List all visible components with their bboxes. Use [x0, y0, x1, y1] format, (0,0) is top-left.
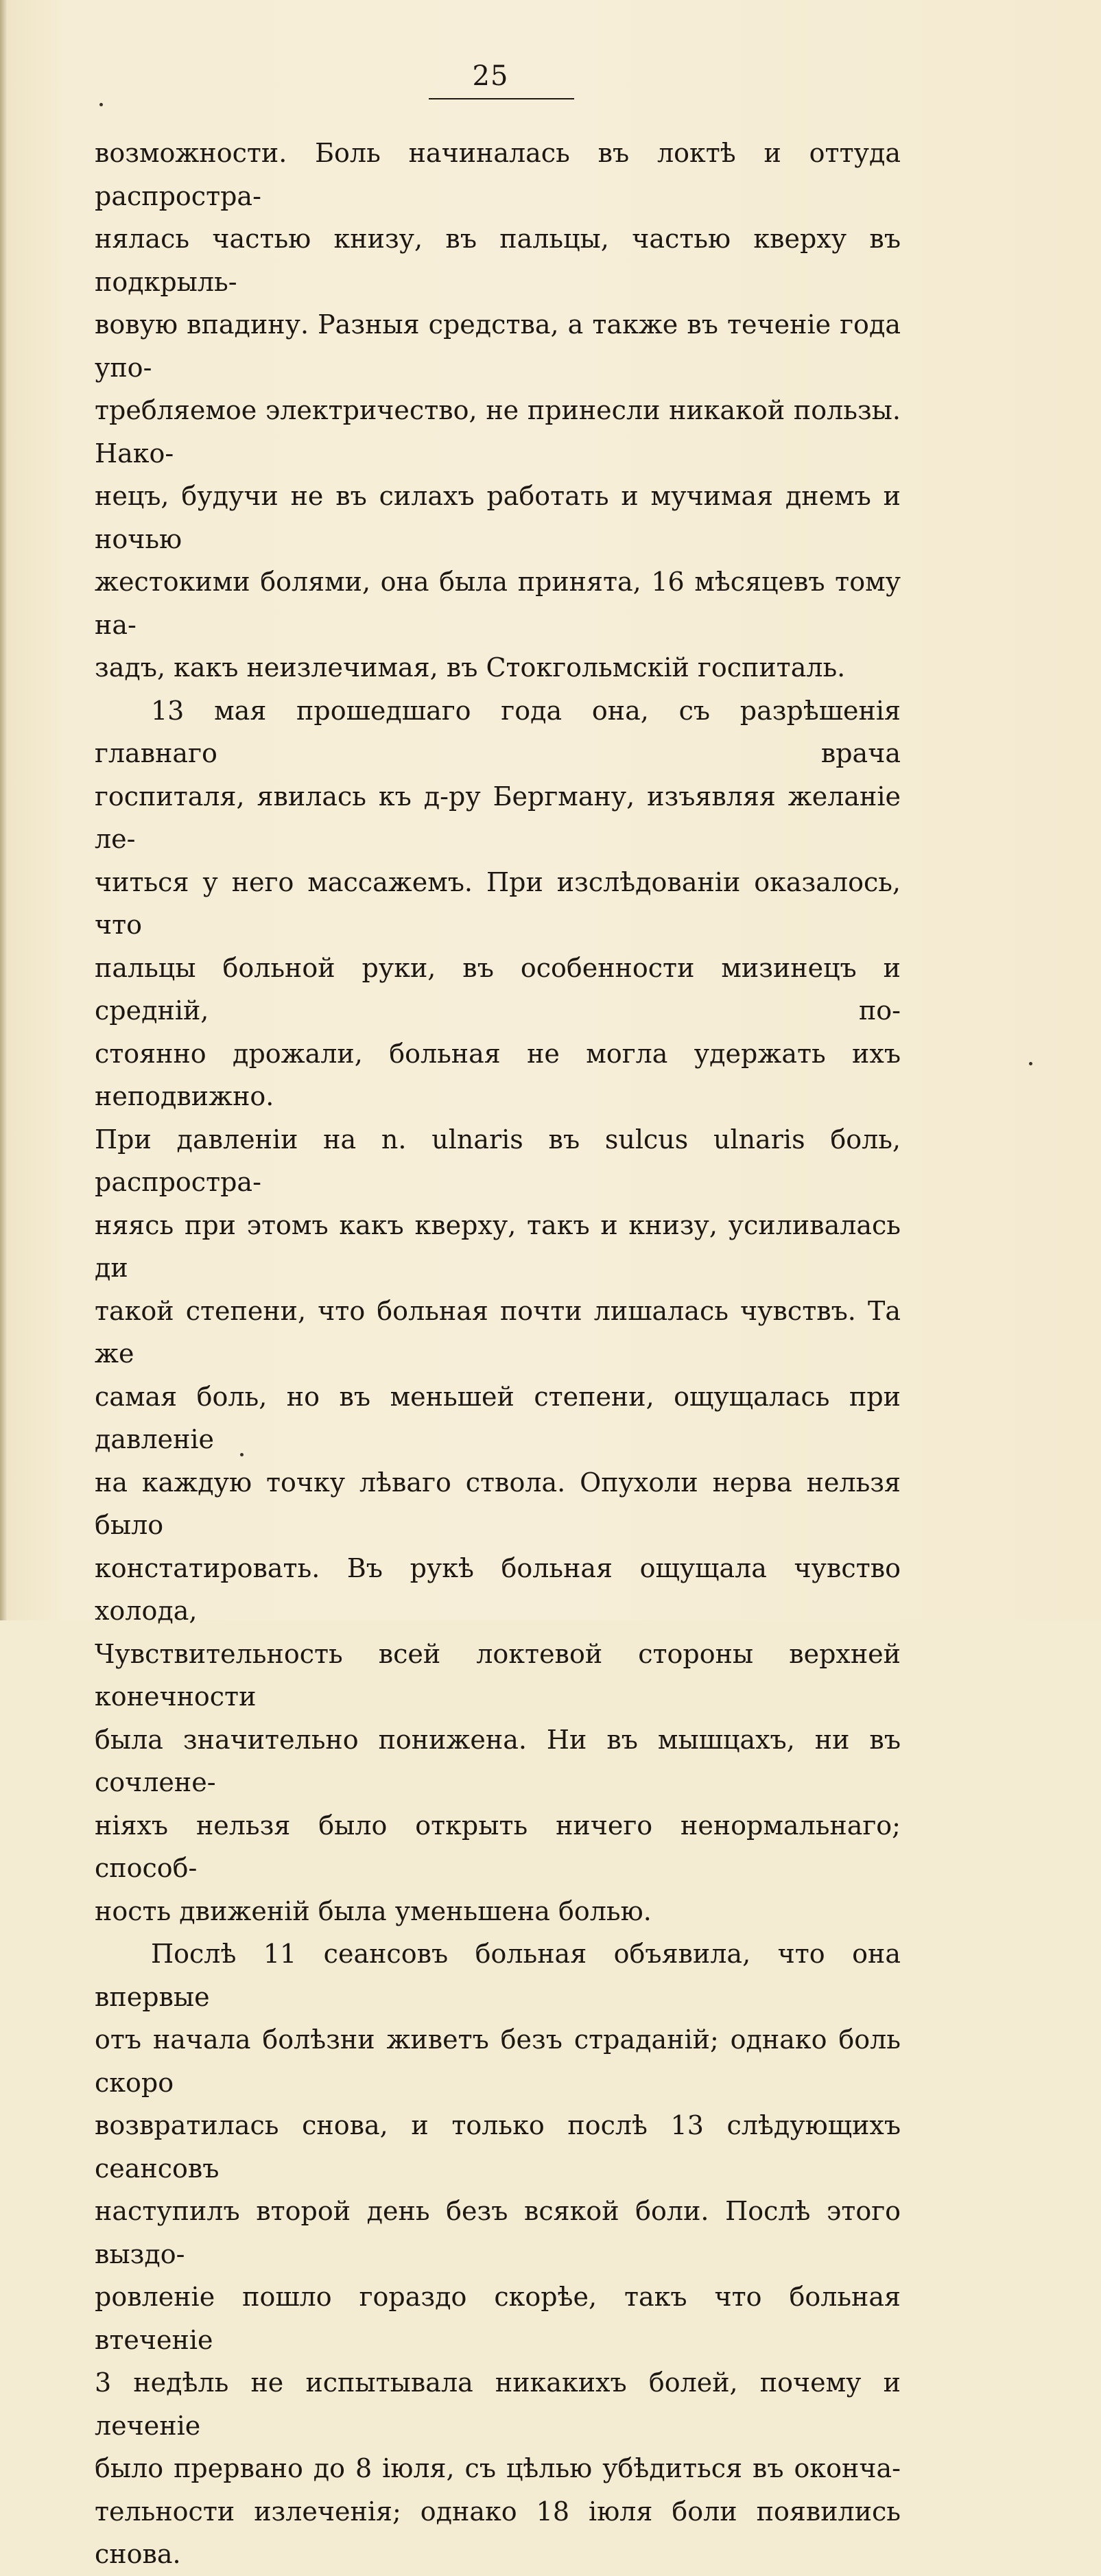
text-line: нялась частью книзу, въ пальцы, частью кверху въ подкрыль-: [95, 224, 901, 297]
text-line: няясь при этомъ какъ кверху, такъ и книзу, усиливалась ди: [95, 1209, 901, 1283]
text-line: возможности. Боль начиналась въ локтѣ и оттуда распростра-: [95, 138, 901, 211]
text-line: возвратилась снова, и только послѣ 13 слѣдующихъ сеансовъ: [95, 2110, 901, 2184]
page-number: 25: [472, 60, 509, 92]
text-line: было прервано до 8 іюля, съ цѣлью убѣдиться въ оконча-: [95, 2453, 901, 2483]
text-line: читься у него массажемъ. При изслѣдованіи оказалось, что: [95, 866, 901, 940]
text-line: госпиталя, явилась къ д-ру Бергману, изъявляя желаніе ле-: [95, 781, 901, 854]
text-line: отъ начала болѣзни живетъ безъ страданій; однако боль скоро: [95, 2024, 901, 2098]
ink-speck: [240, 1453, 244, 1456]
text-line: задъ, какъ неизлечимая, въ Стокгольмскій госпиталь.: [95, 652, 846, 683]
paragraph-3: [95, 1933, 901, 2576]
page-number-rule: [429, 98, 574, 99]
text-line: вовую впадину. Разныя средства, а также въ теченіе года упо-: [95, 309, 901, 383]
text-line: была значительно понижена. Ни въ мышцахъ, ни въ сочлене-: [95, 1724, 901, 1797]
page-binding-edge: [0, 0, 7, 1620]
ink-speck: [1029, 1062, 1032, 1065]
text-line: жестокими болями, она была принята, 16 мѣсяцевъ тому на-: [95, 567, 901, 640]
text-line: на каждую точку лѣваго ствола. Опухоли нерва нельзя было: [95, 1467, 901, 1540]
paragraph-1: [95, 132, 901, 689]
text-line: Послѣ 11 сеансовъ больная объявила, что она впервые: [95, 1939, 901, 2012]
text-line: ность движеній была уменьшена болью.: [95, 1895, 652, 1926]
text-line: 3 недѣль не испытывала никакихъ болей, почему и леченіе: [95, 2367, 901, 2441]
text-line: требляемое электричество, не принесли никакой пользы. Нако-: [95, 395, 901, 469]
text-line: самая боль, но въ меньшей степени, ощущалась при давленіе: [95, 1381, 901, 1454]
text-line: ніяхъ нельзя было открыть ничего ненормальнаго; способ-: [95, 1810, 901, 1883]
paragraph-2: [95, 689, 901, 1933]
ink-speck: [99, 103, 103, 106]
text-line: Чувствительность всей локтевой стороны верхней конечности: [95, 1638, 901, 1712]
text-line: 13 мая прошедшаго года она, съ разрѣшенія главнаго врача: [95, 695, 901, 768]
text-line: наступилъ второй день безъ всякой боли. Послѣ этого выздо-: [95, 2196, 901, 2269]
text-line: При давленіи на n. ulnaris въ sulcus ulnaris боль, распростра-: [95, 1124, 901, 1197]
text-line: тельности излеченія; однако 18 іюля боли появились снова.: [95, 2496, 901, 2569]
text-line: стоянно дрожали, больная не могла удержать ихъ неподвижно.: [95, 1038, 901, 1111]
text-line: пальцы больной руки, въ особенности мизинецъ и средній, по-: [95, 952, 901, 1026]
text-line: ровленіе пошло гораздо скорѣе, такъ что больная втеченіе: [95, 2282, 901, 2355]
text-line: нецъ, будучи не въ силахъ работать и мучимая днемъ и ночью: [95, 481, 901, 554]
text-line: такой степени, что больная почти лишалась чувствъ. Та же: [95, 1295, 901, 1369]
text-line: констатировать. Въ рукѣ больная ощущала чувство холода,: [95, 1552, 901, 1626]
body-text: [95, 132, 901, 2576]
